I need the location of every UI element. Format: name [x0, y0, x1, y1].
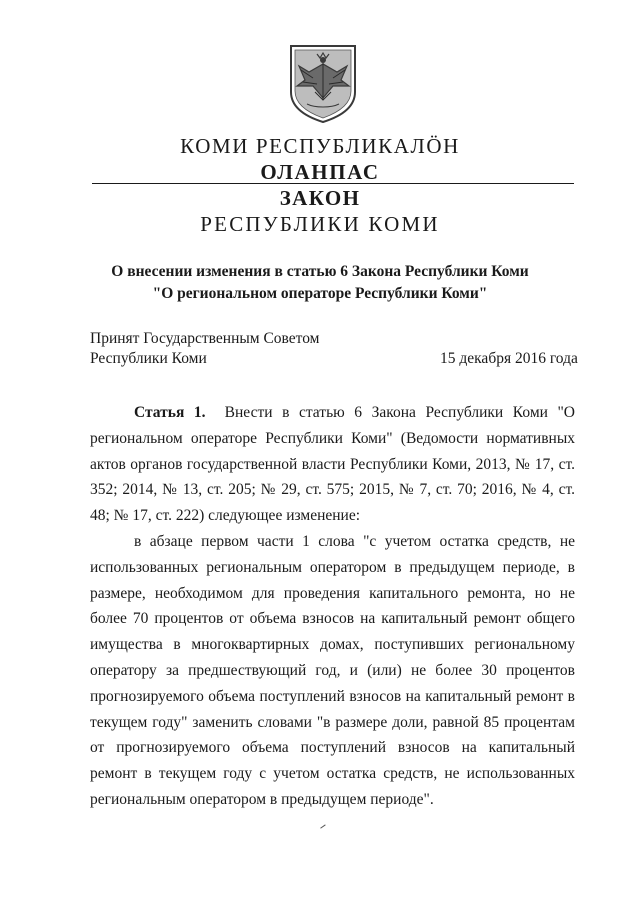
adoption-date: 15 декабря 2016 года — [440, 350, 578, 367]
coat-of-arms-icon — [287, 42, 359, 124]
article-heading: Статья 1. — [134, 404, 206, 421]
adoption-note — [90, 329, 320, 369]
article-intro-text: Внести в статью 6 Закона Республики Коми "О региональном операторе Республики Коми" (Ведомости нормативных актов органов государственной власти Республики Коми, 2013, № 17, ст. 352; 2014, № 13, ст. 205; № 29, ст. 575; 2015, № 7, ст. 70; 2016, № 4, ст. 48; № 17, ст. 222) следующее изменение: — [90, 404, 576, 525]
header-komi-language-line: КОМИ РЕСПУБЛИКАЛÖН — [180, 134, 460, 158]
article-body — [90, 400, 575, 813]
article-paragraph-intro — [90, 400, 575, 529]
header-zakon: ЗАКОН — [279, 186, 361, 210]
adoption-line-2: Республики Коми — [90, 350, 207, 367]
header-divider — [92, 183, 574, 184]
law-title-line-1: О внесении изменения в статью 6 Закона Республики Коми — [111, 263, 529, 280]
scan-mark — [320, 824, 326, 828]
law-title — [0, 261, 640, 305]
header-olanpas: ОЛАНПАС — [260, 160, 380, 184]
header-respubliki-komi: РЕСПУБЛИКИ КОМИ — [200, 212, 440, 236]
law-title-line-2: "О региональном операторе Республики Коми" — [152, 285, 488, 302]
article-change-text: в абзаце первом части 1 слова "с учетом остатка средств, не использованных региональным оператором в предыдущем периоде, в размере, необходимом для проведения капитального ремонта, но не более 70 процентов от объема взносов на капитальный ремонт общего имущества в многоквартирных домах, поступивших региональному оператору за предшествующий год, и (или) не более 30 процентов прогнозируемого объема поступлений взносов на капитальный ремонт в текущем году" заменить словами "в размере доли, равной 85 процентам от прогнозируемого объема поступлений взносов на капитальный ремонт в текущем году с учетом остатка средств, не использованных региональным оператором в предыдущем периоде". — [90, 532, 575, 808]
article-paragraph-change — [90, 529, 575, 813]
adoption-line-1: Принят Государственным Советом — [90, 330, 320, 347]
